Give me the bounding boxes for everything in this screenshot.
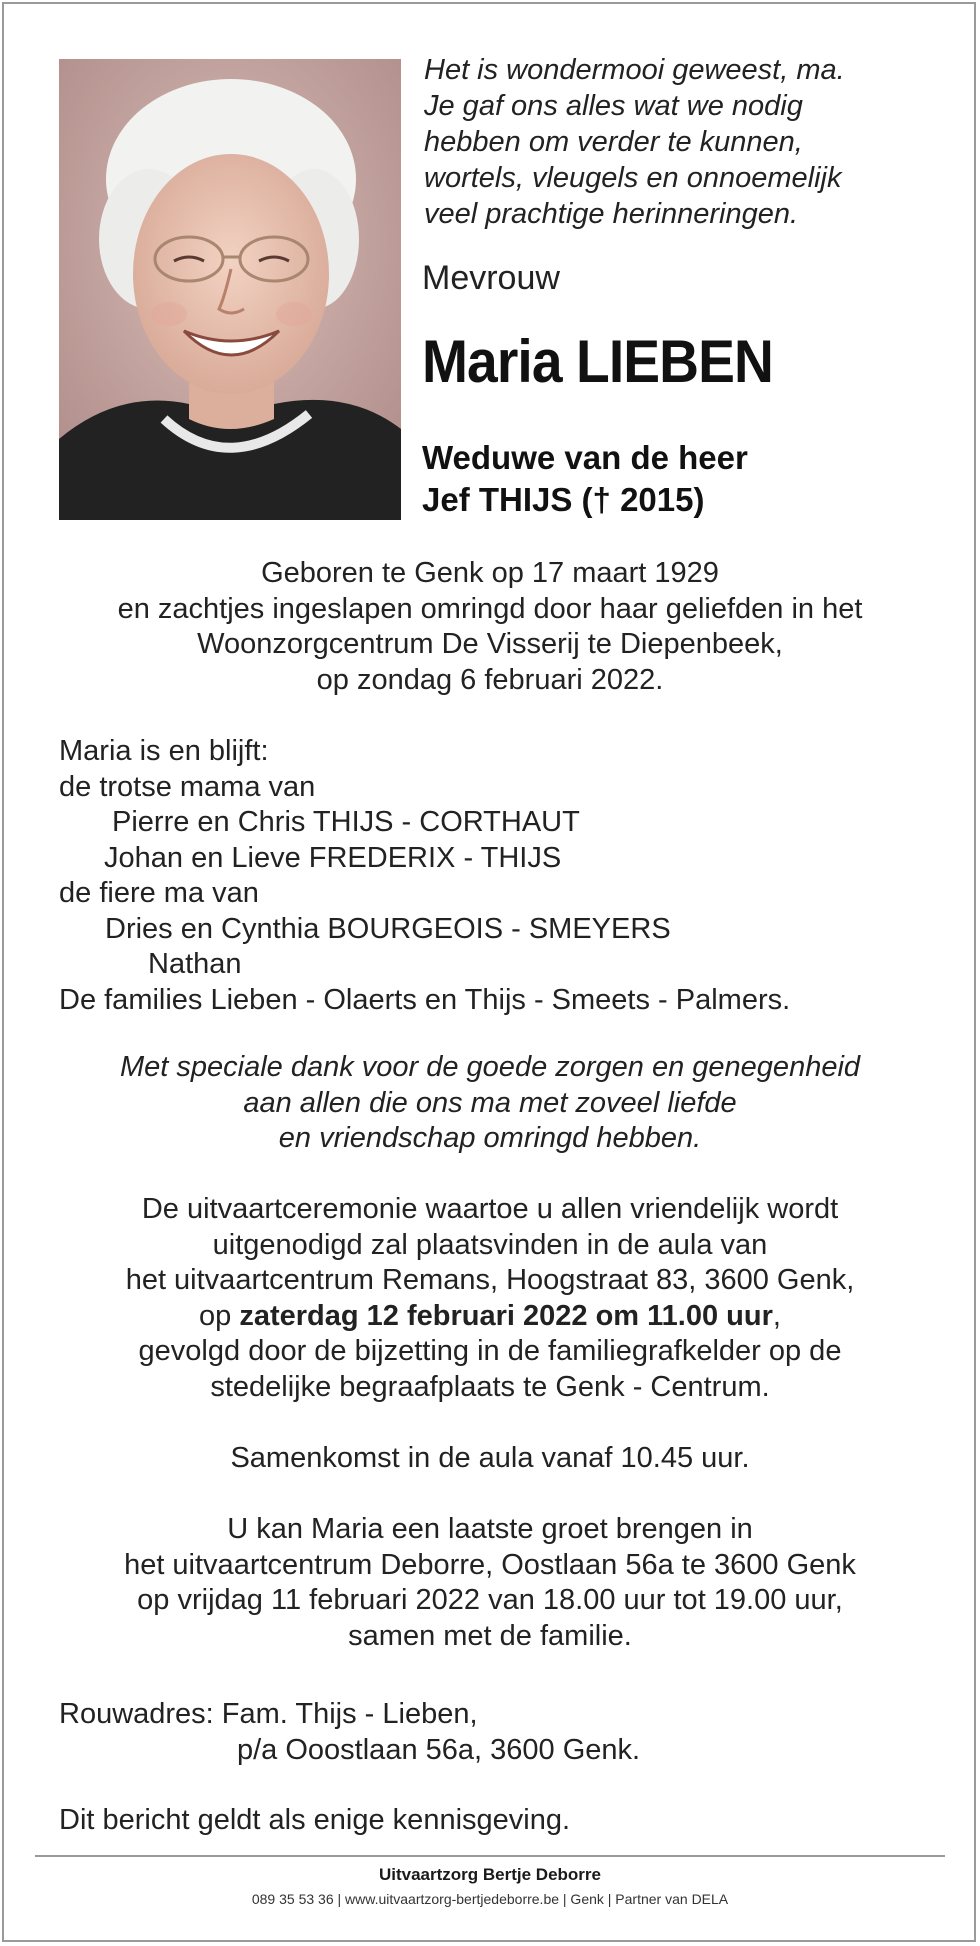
family-line: de fiere ma van [59,877,259,909]
birth-line: en zachtjes ingeslapen omringd door haar geliefden in het [117,592,863,625]
thanks-block [0,1050,980,1157]
thanks-line: Met speciale dank voor de goede zorgen en genegenheid [119,1051,861,1083]
portrait-illustration [59,59,401,520]
visit-line: op vrijdag 11 februari 2022 van 18.00 uur tot 19.00 uur, [137,1584,843,1616]
family-line: Nathan [148,948,242,980]
ceremony-date-line [0,1299,980,1335]
family-block [59,734,790,1018]
poem-line: wortels, vleugels en onnoemelijk [424,162,842,194]
birth-line: Geboren te Genk op 17 maart 1929 [261,557,719,589]
family-line: Pierre en Chris THIJS - CORTHAUT [112,806,580,838]
ceremony-line: gevolgd door de bijzetting in de familiegrafkelder op de [138,1335,842,1367]
family-line: Johan en Lieve FREDERIX - THIJS [104,841,562,874]
honorific: Mevrouw [422,259,560,297]
ceremony-line: stedelijke begraafplaats te Genk - Centrum. [210,1370,770,1403]
birth-line: op zondag 6 februari 2022. [316,663,664,696]
footer-company: Uitvaartzorg Bertje Deborre [378,1865,601,1884]
footer-contact: 089 35 53 36 | www.uitvaartzorg-bertjedeborre.be | Genk | Partner van DELA [251,1891,729,1907]
widow-info [422,437,748,521]
visit-block [0,1512,980,1654]
portrait-photo [59,59,401,520]
ceremony-line: het uitvaartcentrum Remans, Hoogstraat 83, 3600 Genk, [125,1264,855,1296]
address-line: Rouwadres: Fam. Thijs - Lieben, [59,1698,478,1730]
address-block [59,1697,640,1768]
poem-line: Het is wondermooi geweest, ma. [424,54,845,86]
visit-line: U kan Maria een laatste groet brengen in [227,1513,753,1545]
poem-line: veel prachtige herinneringen. [424,198,799,230]
family-line: de trotse mama van [59,770,316,803]
widow-line: Jef THIJS († 2015) [422,481,705,518]
address-line: p/a Ooostlaan 56a, 3600 Genk. [237,1733,641,1766]
family-line: Maria is en blijft: [59,735,269,767]
footer-divider [35,1855,945,1857]
poem [424,52,944,232]
poem-line: Je gaf ons alles wat we nodig [424,90,803,122]
thanks-line: en vriendschap omringd hebben. [278,1122,702,1154]
ceremony-line: De uitvaartceremonie waartoe u allen vriendelijk wordt [141,1193,839,1225]
gathering-text: Samenkomst in de aula vanaf 10.45 uur. [230,1442,750,1474]
widow-line: Weduwe van de heer [422,439,748,476]
birth-line: Woonzorgcentrum De Visserij te Diepenbeek, [197,628,783,660]
birth-death-block [0,556,980,698]
thanks-line: aan allen die ons ma met zoveel liefde [243,1086,737,1119]
visit-line: het uitvaartcentrum Deborre, Oostlaan 56a te 3600 Genk [124,1548,856,1581]
family-line: Dries en Cynthia BOURGEOIS - SMEYERS [105,912,671,945]
ceremony-date-pre: op [199,1299,240,1332]
ceremony-block [0,1192,980,1405]
ceremony-date-post: , [772,1299,781,1332]
visit-line: samen met de familie. [348,1619,632,1652]
notice-text: Dit bericht geldt als enige kennisgeving. [59,1804,571,1836]
poem-line: hebben om verder te kunnen, [424,126,803,158]
ceremony-date: zaterdag 12 februari 2022 om 11.00 uur [239,1299,773,1332]
deceased-name: Maria LIEBEN [422,328,773,395]
family-line: De families Lieben - Olaerts en Thijs - Smeets - Palmers. [59,983,791,1016]
ceremony-line: uitgenodigd zal plaatsvinden in de aula van [212,1228,768,1261]
